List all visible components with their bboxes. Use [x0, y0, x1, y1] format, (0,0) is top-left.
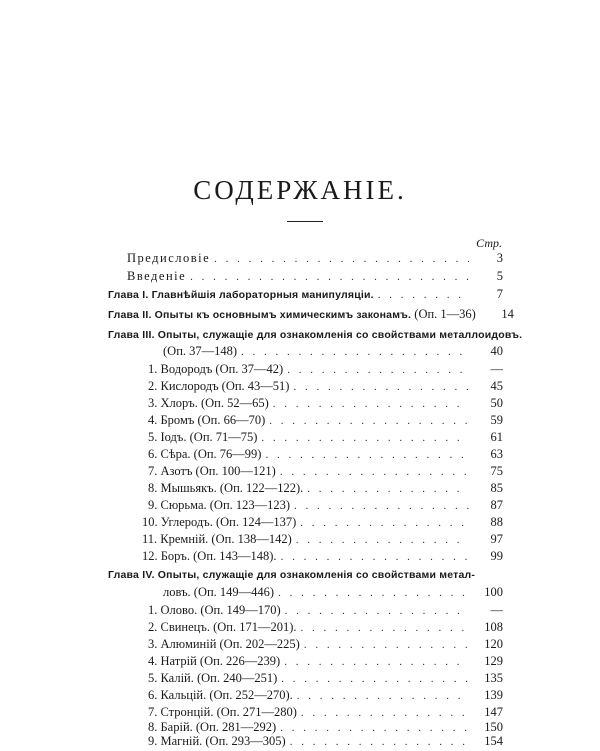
section-label: 4. Бромъ (Оп. 66—70) — [148, 413, 266, 427]
section-page: 87 — [490, 498, 503, 512]
section-page: 63 — [490, 447, 503, 461]
dot-leader — [273, 396, 469, 413]
section-label: 8. Мышьякъ. (Оп. 122—122). — [148, 481, 304, 495]
page-title: СОДЕРЖАНІЕ. — [193, 175, 407, 205]
dot-leader — [300, 515, 469, 532]
title-rule — [287, 221, 323, 222]
toc-chapter-1[interactable] — [0, 286, 503, 303]
dot-leader — [269, 413, 469, 430]
toc-section-silicon[interactable] — [0, 531, 503, 548]
toc-section-sodium[interactable] — [0, 653, 503, 670]
section-label: 6. Кальцій. (Оп. 252—270). — [148, 688, 293, 702]
section-page: 59 — [490, 413, 503, 427]
toc-section-calcium[interactable] — [0, 687, 503, 704]
section-label: 10. Углеродъ. (Оп. 124—137) — [142, 515, 297, 529]
section-page: 85 — [490, 481, 503, 495]
toc-section-nitrogen[interactable] — [0, 463, 503, 480]
toc-entry-page: 5 — [496, 269, 503, 283]
section-page: 108 — [484, 620, 503, 634]
toc-entry-label: Предисловіе — [127, 251, 211, 265]
section-label: 1. Водородъ (Оп. 37—42) — [148, 362, 284, 376]
chapter-label-group — [108, 306, 476, 324]
chapter-3-heading[interactable]: Глава III. Опыты, служащіе для ознакомленія со свойствами металлоидовъ. — [108, 329, 523, 341]
dot-leader — [290, 734, 469, 751]
section-page: 147 — [484, 705, 503, 719]
toc-section-arsenic[interactable] — [0, 480, 503, 497]
dot-leader — [287, 362, 469, 379]
dot-leader — [278, 585, 469, 602]
dot-leader — [301, 620, 470, 637]
section-label: 9. Магній. (Оп. 293—305) — [148, 734, 286, 748]
toc-section-magnesium[interactable] — [0, 733, 503, 750]
toc-entry-label: Введеніе — [127, 269, 187, 283]
dot-leader — [297, 688, 469, 705]
toc-section-hydrogen[interactable] — [0, 361, 503, 378]
section-label: 8. Барій. (Оп. 281—292) — [148, 720, 277, 734]
section-page: 150 — [484, 720, 503, 734]
dot-leader — [241, 344, 469, 361]
toc-section-tin[interactable] — [0, 602, 503, 619]
toc-chapter-3[interactable] — [0, 343, 503, 360]
section-page: — — [490, 603, 503, 617]
section-label: 1. Олово. (Оп. 149—170) — [148, 603, 281, 617]
dot-leader — [284, 654, 469, 671]
section-label: 3. Хлоръ. (Оп. 52—65) — [148, 396, 269, 410]
section-label: 3. Алюминій (Оп. 202—225) — [148, 637, 300, 651]
section-page: 88 — [490, 515, 503, 529]
dot-leader — [265, 447, 469, 464]
section-label: 6. Сѣра. (Оп. 76—99) — [148, 447, 262, 461]
section-page: 61 — [490, 430, 503, 444]
dot-leader — [281, 549, 469, 566]
dot-leader — [304, 637, 469, 654]
section-page: 99 — [490, 549, 503, 563]
chapter-page: 14 — [501, 307, 514, 321]
dot-leader — [281, 671, 469, 688]
dot-leader — [293, 379, 469, 396]
section-page: 45 — [490, 379, 503, 393]
chapter-range: (Оп. 1—36) — [414, 307, 476, 321]
section-page: 75 — [490, 464, 503, 478]
chapter-label: Глава I. Главнѣйшія лабораторныя манипуляціи. — [108, 289, 374, 301]
toc-section-antimony[interactable] — [0, 497, 503, 514]
dot-leader — [280, 464, 469, 481]
dot-leader — [214, 251, 469, 268]
section-label: 2. Кислородъ (Оп. 43—51) — [148, 379, 290, 393]
dot-leader — [378, 287, 469, 304]
chapter-page: 40 — [490, 344, 503, 358]
section-label: 2. Свинецъ. (Оп. 171—201). — [148, 620, 297, 634]
section-page: 154 — [484, 734, 503, 748]
section-page: 50 — [490, 396, 503, 410]
toc-section-chlorine[interactable] — [0, 395, 503, 412]
section-page: 97 — [490, 532, 503, 546]
dot-leader — [261, 430, 469, 447]
dot-leader — [285, 603, 469, 620]
section-label: 7. Стронцій. (Оп. 271—280) — [148, 705, 297, 719]
chapter-page: 100 — [484, 585, 503, 599]
toc-section-aluminium[interactable] — [0, 636, 503, 653]
dot-leader — [307, 481, 469, 498]
chapter-range: (Оп. 37—148) — [163, 344, 238, 358]
section-label: 5. Іодъ. (Оп. 71—75) — [148, 430, 258, 444]
section-label: 11. Кремній. (Оп. 138—142) — [142, 532, 292, 546]
section-page: 135 — [484, 671, 503, 685]
toc-entry-preface[interactable] — [0, 250, 503, 267]
toc-entry-introduction[interactable] — [0, 268, 503, 285]
toc-section-potassium[interactable] — [0, 670, 503, 687]
toc-entry-page: 3 — [496, 251, 503, 265]
chapter-range: ловъ. (Оп. 149—446) — [163, 585, 275, 599]
section-label: 7. Азотъ (Оп. 100—121) — [148, 464, 276, 478]
section-page: 120 — [484, 637, 503, 651]
toc-section-boron[interactable] — [0, 548, 503, 565]
chapter-4-heading[interactable]: Глава IV. Опыты, служащіе для ознакомленія со свойствами метал- — [108, 569, 476, 581]
toc-section-lead[interactable] — [0, 619, 503, 636]
toc-section-carbon[interactable] — [0, 514, 503, 531]
dot-leader — [190, 269, 469, 286]
toc-section-sulfur[interactable] — [0, 446, 503, 463]
toc-section-oxygen[interactable] — [0, 378, 503, 395]
section-label: 5. Калій. (Оп. 240—251) — [148, 671, 278, 685]
toc-section-iodine[interactable] — [0, 429, 503, 446]
section-page: 139 — [484, 688, 503, 702]
toc-chapter-2[interactable] — [0, 306, 514, 323]
toc-section-bromine[interactable] — [0, 412, 503, 429]
chapter-label: Глава II. Опыты къ основнымъ химическимъ законамъ. — [108, 309, 412, 321]
toc-chapter-4[interactable] — [0, 584, 503, 601]
dot-leader — [294, 498, 469, 515]
page-column-header: Стр. — [476, 236, 502, 250]
chapter-page: 7 — [496, 287, 503, 301]
section-label: 9. Сюрьма. (Оп. 123—123) — [148, 498, 291, 512]
section-label: 12. Боръ. (Оп. 143—148). — [142, 549, 277, 563]
section-page: — — [490, 362, 503, 376]
dot-leader — [296, 532, 469, 549]
section-page: 129 — [484, 654, 503, 668]
section-label: 4. Натрій (Оп. 226—239) — [148, 654, 281, 668]
